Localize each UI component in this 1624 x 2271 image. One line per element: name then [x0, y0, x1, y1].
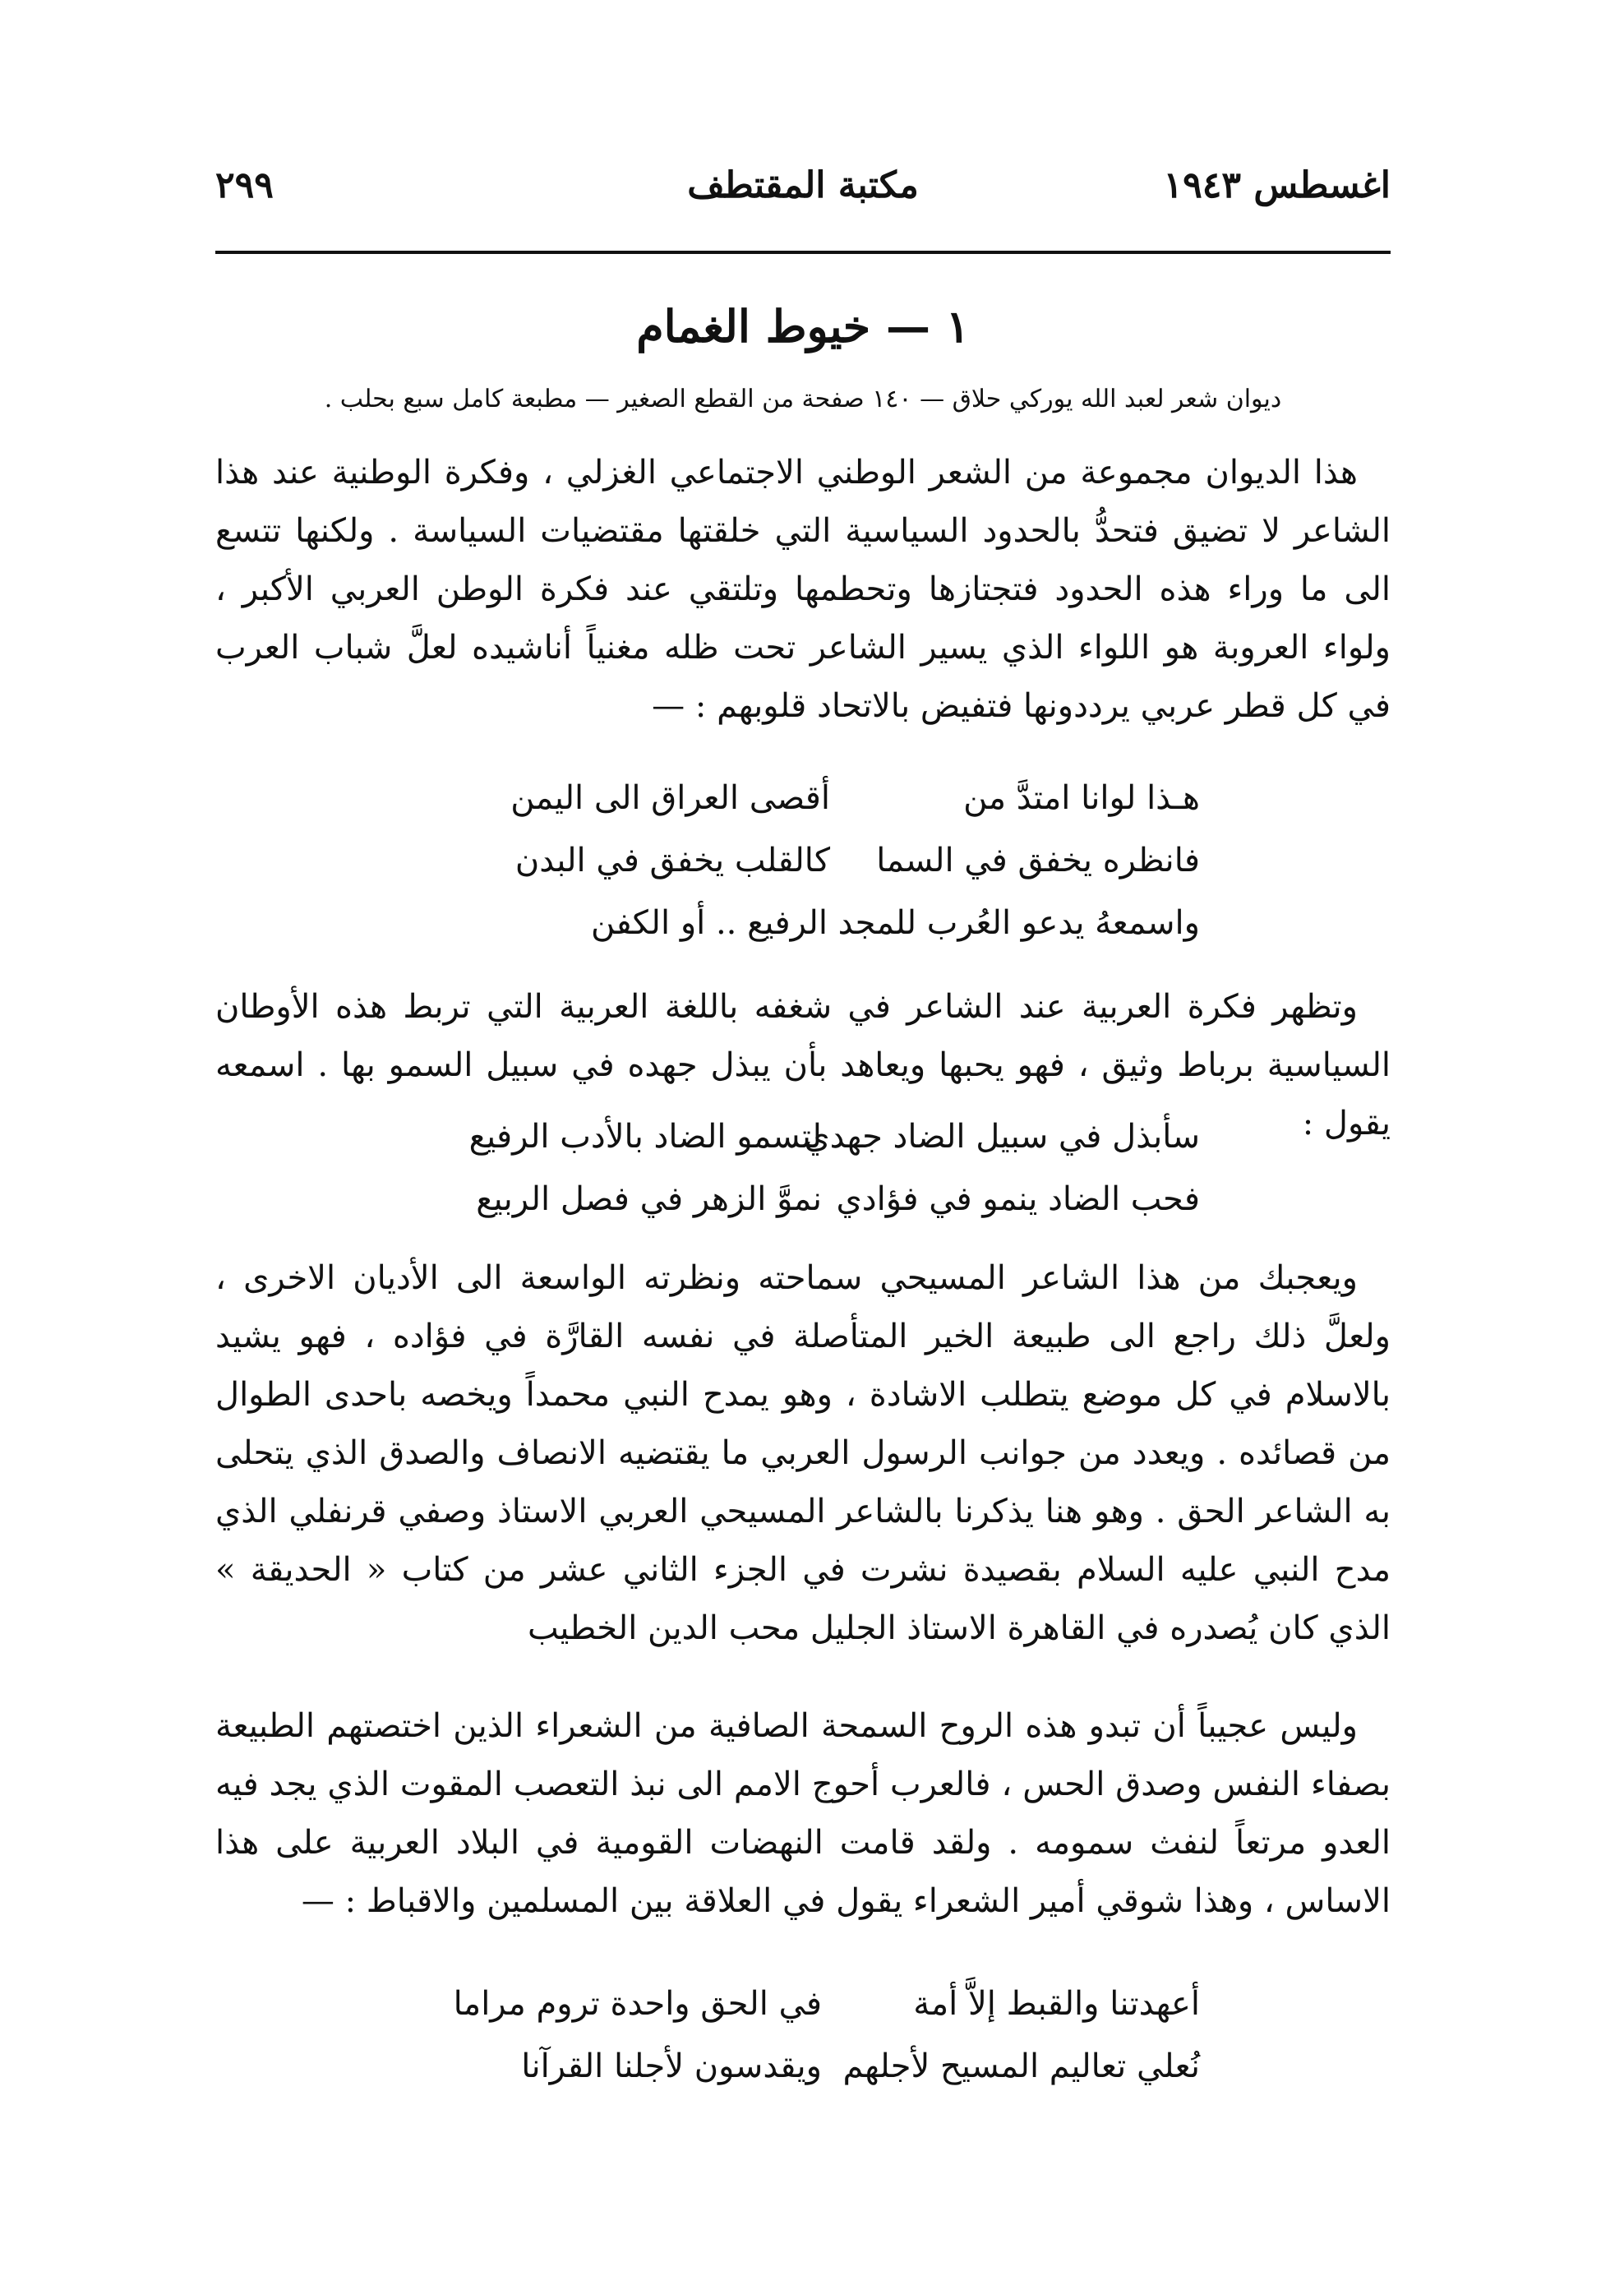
verse: [362, 1118, 1200, 1180]
verse-second-hemistich: ويقدسون لأجلنا القرآنا: [521, 2047, 822, 2085]
header-date: اغسطس ١٩٤٣: [1163, 164, 1391, 206]
paragraph-3: [215, 1249, 1391, 1658]
verse-second-hemistich: لتسمو الضاد بالأدب الرفيع: [468, 1118, 822, 1156]
verse: [411, 779, 1200, 842]
verse: [411, 842, 1200, 904]
verse-second-hemistich: نموَّ الزهر في فصل الربيع: [476, 1180, 822, 1218]
paragraph-3-text: ويعجبك من هذا الشاعر المسيحي سماحته ونظرته الواسعة الى الأديان الاخرى ، ولعلَّ ذلك راجع الى طبيعة الخير المتأصلة في نفسه القارَّة في فؤاده ، فهو يشيد بالاسلام في كل موضع يتطلب الاشادة ، وهو يمدح النبي محمداً ويخصه باحدى الطوال من قصائده . ويعدد من جوانب الرسول العربي ما يقتضيه الانصاف والصدق الذي يتحلى به الشاعر الحق . وهو هنا يذكرنا بالشاعر المسيحي العربي الاستاذ وصفي قرنفلي الذي مدح النبي عليه السلام بقصيدة نشرت في الجزء الثاني عشر من كتاب « الحديقة » الذي كان يُصدره في القاهرة الاستاذ الجليل محب الدين الخطيب: [215, 1259, 1391, 1647]
verse: [378, 2047, 1200, 2110]
poem-2: [362, 1118, 1200, 1243]
poem-1: [411, 779, 1200, 967]
verse: [362, 1180, 1200, 1243]
verse-first-hemistich: واسمعهُ يدعو العُرب للمجد الرفيع .. أو الكفن: [591, 904, 1200, 942]
verse-first-hemistich: سأبذل في سبيل الضاد جهدي: [804, 1118, 1200, 1156]
verse: [411, 904, 1200, 967]
verse-second-hemistich: أقصى العراق الى اليمن: [510, 779, 830, 817]
verse-first-hemistich: فانظره يخفق في السما: [876, 842, 1200, 879]
page-number: ٢٩٩: [215, 164, 274, 206]
verse-first-hemistich: فحب الضاد ينمو في فؤادي: [836, 1180, 1200, 1218]
paragraph-1-text: هذا الديوان مجموعة من الشعر الوطني الاجتماعي الغزلي ، وفكرة الوطنية عند هذا الشاعر لا تضيق فتحدُّ بالحدود السياسية التي خلقتها مقتضيات السياسة . ولكنها تتسع الى ما وراء هذه الحدود فتجتازها وتحطمها وتلتقي عند فكرة الوطن العربي الأكبر ، ولواء العروبة هو اللواء الذي يسير الشاعر تحت ظله مغنياً أناشيده لعلَّ شباب العرب في كل قطر عربي يرددونها فتفيض بالاتحاد قلوبهم : —: [215, 454, 1391, 725]
poem-3: [378, 1985, 1200, 2110]
paragraph-4-text: وليس عجيباً أن تبدو هذه الروح السمحة الصافية من الشعراء الذين اختصتهم الطبيعة بصفاء النفس وصدق الحس ، فالعرب أحوج الامم الى نبذ التعصب المقوت الذي يجد فيه العدو مرتعاً لنفث سمومه . ولقد قامت النهضات القومية في البلاد العربية على هذا الاساس ، وهذا شوقي أمير الشعراء يقول في العلاقة بين المسلمين والاقباط : —: [215, 1707, 1391, 1920]
section-title: ١ — خيوط الغمام: [636, 300, 970, 353]
header-title: مكتبة المقتطف: [687, 164, 919, 206]
paragraph-4: [215, 1697, 1391, 1931]
paragraph-1: [215, 444, 1391, 736]
verse-first-hemistich: أعهدتنا والقبط إلاَّ أمة: [913, 1985, 1200, 2023]
verse-first-hemistich: نُعلي تعاليم المسيح لأجلهم: [842, 2047, 1200, 2085]
verse-second-hemistich: كالقلب يخفق في البدن: [514, 842, 830, 879]
verse: [378, 1985, 1200, 2047]
verse-second-hemistich: في الحق واحدة تروم مراما: [453, 1985, 822, 2023]
running-header: [215, 164, 1391, 222]
verse-first-hemistich: هـذا لوانا امتدَّ من: [963, 779, 1200, 817]
paragraph-2-text: وتظهر فكرة العربية عند الشاعر في شغفه باللغة العربية التي تربط هذه الأوطان السياسية برباط وثيق ، فهو يحبها ويعاهد بأن يبذل جهده في سبيل السمو بها . اسمعه يقول :: [215, 988, 1391, 1142]
book-info: ديوان شعر لعبد الله يوركي حلاق — ١٤٠ صفحة من القطع الصغير — مطبعة كامل سبع بحلب .: [324, 385, 1282, 413]
header-rule: [215, 251, 1391, 254]
